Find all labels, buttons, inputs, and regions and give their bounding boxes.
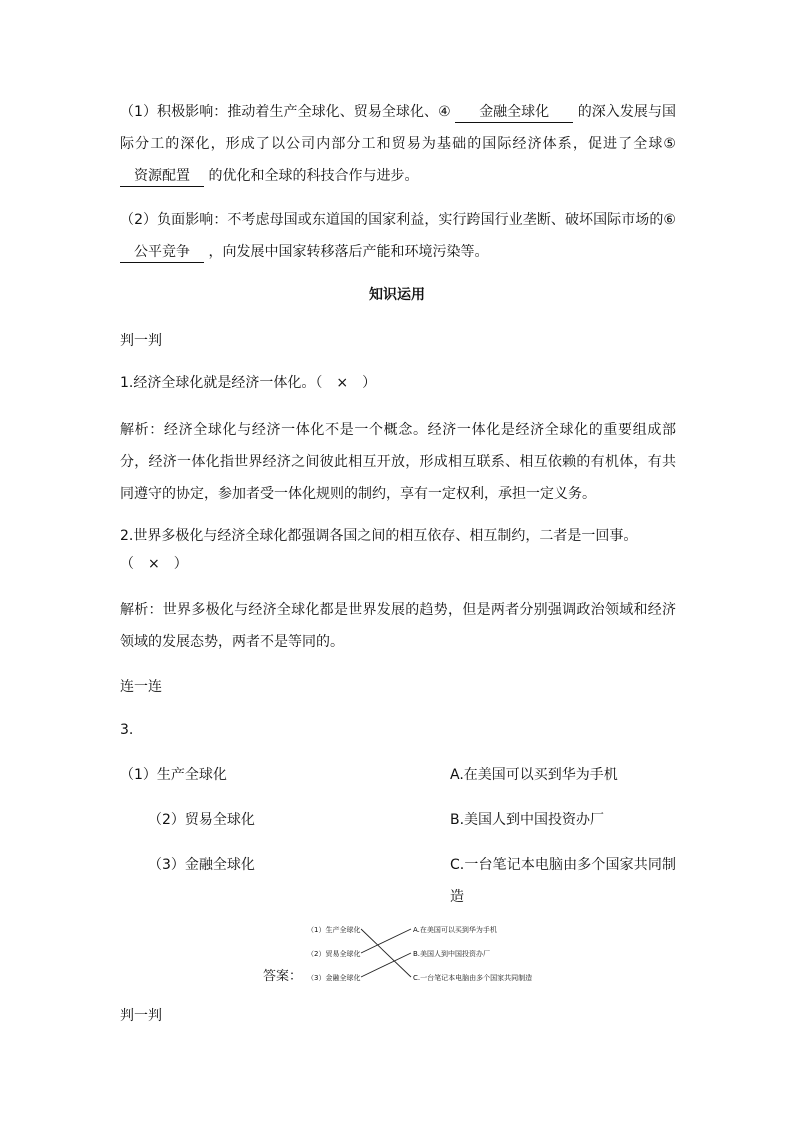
- answer-right-item-b: B.美国人到中国投资办厂: [413, 950, 491, 958]
- answer-left-item-2: （2）贸易全球化: [307, 950, 361, 958]
- match-right-item-a: A.在美国可以买到华为手机: [450, 767, 618, 783]
- blank-6: 公平竞争: [120, 242, 204, 263]
- negative-effects-paragraph: [120, 204, 676, 268]
- answer-link-line-2: [361, 929, 411, 953]
- answer-link-lines: [361, 929, 411, 977]
- positive-text-end: 的优化和全球的科技合作与进步。: [204, 168, 419, 184]
- question-1-answer-mark: ×: [336, 375, 349, 391]
- question-2-bracket: [120, 550, 676, 578]
- answer-link-line-1: [361, 929, 411, 977]
- match-heading: 连一连: [120, 679, 162, 695]
- question-2-text: 2.世界多极化与经济全球化都强调各国之间的相互依存、相互制约，二者是一回事。: [120, 528, 638, 544]
- answer-right-item-c: C.一台笔记本电脑由多个国家共同制造: [413, 974, 533, 982]
- question-1: [120, 367, 676, 399]
- question-1-close: ）: [362, 375, 377, 391]
- question-1-text: 1.经济全球化就是经济一体化。（: [120, 375, 323, 391]
- question-3-number: 3.: [120, 722, 134, 738]
- match-right-item-b: B.美国人到中国投资办厂: [450, 812, 605, 828]
- answer-label: 答案：: [263, 969, 303, 984]
- question-1-analysis: 解析：经济全球化与经济一体化不是一个概念。经济一体化是经济全球化的重要组成部分，经济一体化指世界经济之间彼此相互开放，形成相互联系、相互依赖的有机体，有共同遵守的协定，参加者受一体化规则的制约，享有一定权利，承担一定义务。: [120, 422, 676, 502]
- match-right-item-c: C.一台笔记本电脑由多个国家共同制造: [450, 857, 676, 905]
- answer-figure: [255, 918, 545, 990]
- answer-left-item-3: （3）金融全球化: [307, 974, 361, 982]
- negative-text-start: （2）负面影响：不考虑母国或东道国的国家利益，实行跨国行业垄断、破坏国际市场的⑥: [120, 212, 676, 228]
- judge-heading-2: 判一判: [120, 1008, 162, 1024]
- blank-5: 资源配置: [120, 166, 204, 187]
- answer-link-line-3: [361, 953, 411, 977]
- question-2-answer-mark: ×: [148, 556, 160, 572]
- question-2-analysis: 解析：世界多极化与经济全球化都是世界发展的趋势，但是两者分别强调政治领域和经济领域的发展态势，两者不是等同的。: [120, 602, 676, 650]
- blank-4: 金融全球化: [455, 102, 573, 123]
- match-left-item-2: （2）贸易全球化: [148, 812, 255, 828]
- question-2: [120, 520, 676, 552]
- match-left-item-3: （3）金融全球化: [148, 857, 255, 873]
- question-2-open: （: [120, 556, 134, 572]
- answer-left-item-1: （1）生产全球化: [307, 926, 361, 934]
- match-left-item-1: （1）生产全球化: [120, 767, 227, 783]
- question-2-close: ）: [173, 556, 188, 572]
- negative-text-end: ，向发展中国家转移落后产能和环境污染等。: [204, 244, 489, 260]
- positive-effects-paragraph: [120, 96, 676, 192]
- judge-heading: 判一判: [120, 333, 162, 349]
- answer-right-item-a: A.在美国可以买到华为手机: [413, 926, 497, 934]
- positive-text-start: （1）积极影响：推动着生产全球化、贸易全球化、④: [120, 104, 456, 120]
- positive-text-middle: 的深入发展与国际分工的深化，形成了以公司内部分工和贸易为基础的国际经济体系，促进了全球⑤: [120, 104, 676, 152]
- section-title: 知识运用: [369, 287, 425, 303]
